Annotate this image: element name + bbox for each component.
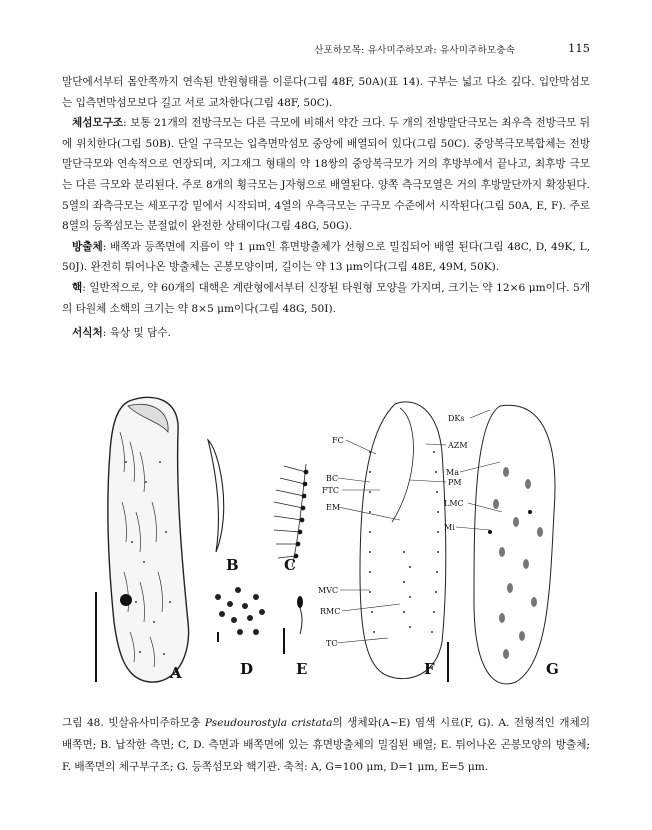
label-tc: TC	[326, 639, 338, 648]
label-azm: AZM	[448, 441, 468, 450]
caption-prefix: 그림 48. 빗살유사미주하모충	[62, 717, 205, 729]
term-extrusomes: 방출체	[72, 240, 103, 253]
panel-g-dorsal	[474, 405, 555, 684]
panel-label-g: G	[546, 660, 559, 678]
label-lmc: LMC	[444, 499, 464, 508]
figure-48	[70, 392, 580, 692]
panel-d-dots	[215, 587, 265, 642]
paragraph-nucleus	[62, 278, 590, 319]
panel-f-ventral	[360, 402, 448, 682]
paragraph-1: 말단에서부터 몸안쪽까지 연속된 반원형태를 이룬다(그림 48F, 50A)(표 14). 구부는 넓고 다소 깊다. 입안막섬모는 입측면막섬모보다 길고 서로 교차한다(그림 48F, 50C).	[62, 76, 590, 109]
page-header	[0, 42, 590, 58]
extrusomes-text: : 배쪽과 등쪽면에 지름이 약 1 μm인 휴면방출체가 선형으로 밀집되어 배열 된다(그림 48C, D, 49K, L, 50J). 완전히 튀어나온 방출체는 곤봉모양이며, 길이는 약 13 μm이다(그림 48E, 49M, 50K).	[62, 240, 590, 274]
caption-species: Pseudourostyla cristata	[204, 717, 333, 729]
label-fc: FC	[332, 436, 344, 445]
label-dks: DKs	[448, 414, 465, 423]
running-head: 산포하모목: 유사미주하모과: 유사미주하모충속	[314, 45, 515, 56]
page-number: 115	[568, 41, 590, 55]
nucleus-text: : 일반적으로, 약 60개의 대핵은 계란형에서부터 신장된 타원형 모양을 가지며, 크기는 약 12×6 μm이다. 5개의 타원체 소핵의 크기는 약 8×5 μm이다(그림 48G, 50I).	[62, 281, 590, 315]
panel-a-cell	[96, 397, 189, 682]
ciliature-text: : 보통 21개의 전방극모는 다른 극모에 비해서 약간 크다. 두 개의 전방말단극모는 최우측 전방극모 뒤에 위치한다(그림 50B). 단일 구극모는 입측면막섬모 중앙에 배열되어 있다(그림 50C). 중앙복극모복합체는 전방말단극모와 연속적으로 연장되며, 지그재그 형태의 약 18쌍의 중앙복극모가 거의 후방부에서 끝나고, 최후방 극모는 다른 극모와 분리된다. 주로 8개의 횡극모는 J자형으로 배열된다. 양쪽 측극모열은 거의 후방말단까지 확장된다. 5열의 좌측극모는 세포구강 밑에서 시작되며, 4열의 우측극모는 구극모 수준에서 시작된다(그림 50A, E, F). 주로 8열의 등쪽섬모는 분절없이 완전한 상태이다(그림 48G, 50G).	[62, 117, 590, 233]
body-text	[62, 72, 590, 319]
label-ma: Ma	[446, 468, 459, 477]
panel-label-c: C	[284, 556, 296, 574]
label-rmc: RMC	[320, 607, 341, 616]
habitat-line	[72, 325, 171, 340]
paragraph-ciliature	[62, 113, 590, 237]
label-ftc: FTC	[322, 486, 340, 495]
panel-label-e: E	[296, 660, 308, 678]
panel-label-f: F	[424, 660, 435, 678]
term-nucleus: 핵	[72, 281, 83, 294]
panel-c-extrusomes	[274, 464, 308, 567]
habitat-text: : 육상 및 담수.	[102, 327, 171, 339]
label-em: EM	[326, 503, 341, 512]
panel-label-d: D	[240, 660, 254, 678]
panel-b-shape	[208, 440, 224, 552]
caption-text: 의 생체와(A~E) 염색 시료(F, G). A. 전형적인 개체의 배쪽면; B. 납작한 측면; C, D. 측면과 배쪽면에 있는 휴면방출체의 밀집된 배열; E. 튀어나온 곤봉모양의 방출체; F. 배쪽면의 체구부구조; G. 등쪽섬모와 핵기관. 축척: A, G=100 μm, D=1 μm, E=5 μm.	[62, 717, 590, 773]
paragraph-extrusomes	[62, 237, 590, 278]
label-pm: PM	[448, 478, 462, 487]
figure-caption	[62, 712, 590, 778]
panel-label-a: A	[170, 664, 182, 682]
label-mvc: MVC	[318, 586, 339, 595]
label-mi: Mi	[444, 523, 455, 532]
panel-e-extrusome	[284, 596, 303, 654]
label-bc: BC	[326, 474, 339, 483]
term-habitat: 서식처	[72, 327, 103, 339]
term-ciliature: 체섬모구조	[72, 117, 124, 130]
figure-drawing	[70, 392, 580, 692]
panel-label-b: B	[226, 556, 239, 574]
